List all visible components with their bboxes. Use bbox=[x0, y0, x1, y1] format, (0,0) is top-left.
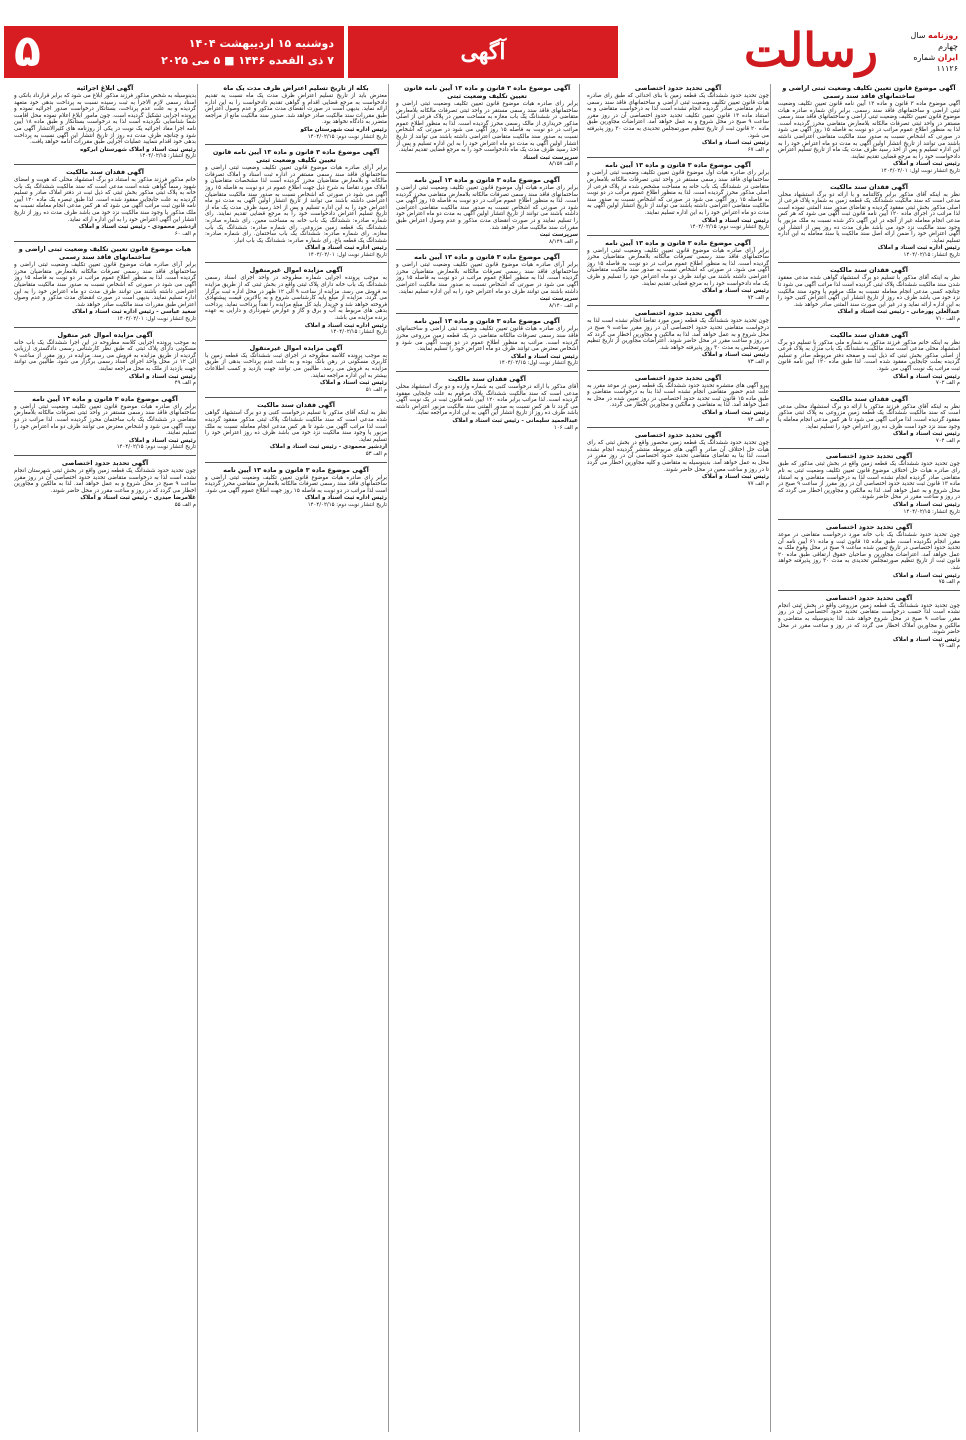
legal-notice bbox=[778, 183, 960, 259]
notice-body: نظر به اینکه آقای مذکور با تسلیم درخواست کتبی و دو برگ استشهاد گواهی شده مدعی است که سند مالکیت ششدانگ پلاک ثبتی مذکور مفقود گردیده است لذا مراتب آگهی می شود تا هر کس مدعی انجام معامله نسبت به ملک مزبور یا وجود سند مالکیت نزد خود می باشد ظرف ده روز اعتراض خود را تسلیم نماید. bbox=[205, 410, 387, 443]
notice-body: نظر به اینکه خانم مذکور فرزند مذکور به شماره ملی مذکور با تسلیم دو برگ استشهاد محلی مدعی است سند مالکیت ششدانگ یک باب منزل به پلاک فرعی از اصلی مذکور بخش ثبتی که ذیل ثبت و صفحه دفتر مربوطه صادر و تسلیم گردیده بعلت جابجایی مفقود شده است. لذا طبق ماده ۱۲۰ آیین نامه قانون ثبت مراتب یک نوبت آگهی می شود. bbox=[778, 339, 960, 372]
notice-body: برابر رای صادره هیات اول موضوع قانون تعیین تکلیف وضعیت ثبتی اراضی و ساختمانهای فاقد سند رسمی مستقر در واحد ثبتی تصرفات مالکانه بلامعارض متقاضی در ششدانگ یک باب خانه به مساحت مشخص شده در پلاک فرعی از اصلی مذکور محرز گردیده است. لذا به منظور اطلاع عموم مراتب در دو نوبت به فاصله ۱۵ روز آگهی می شود در صورتی که اشخاص نسبت به صدور سند مالکیت متقاضی اعتراضی داشته باشند می توانند از تاریخ انتشار اولین آگهی به مدت دو ماه اعتراض خود را به این اداره تسلیم نمایند. bbox=[587, 170, 769, 216]
legal-notice bbox=[14, 395, 196, 451]
notice-divider bbox=[778, 327, 960, 328]
notice-date: م الف ۸/۱۴۰ bbox=[549, 302, 578, 309]
legal-notice bbox=[778, 594, 960, 650]
notice-signature: رئیس ثبت اسناد و املاک bbox=[892, 572, 960, 579]
notice-date: تاریخ انتشار: ۱۴۰۴/۰۲/۱۵ bbox=[903, 251, 960, 258]
legal-notice bbox=[14, 168, 196, 237]
ad-column-1 bbox=[778, 84, 960, 1432]
ad-column-3 bbox=[396, 84, 578, 1432]
legal-notice bbox=[14, 245, 196, 322]
legal-notice bbox=[587, 309, 769, 365]
notice-body: برابر آرای صادره هیات موضوع قانون تعیین تکلیف وضعیت ثبتی اراضی و ساختمانهای فاقد سند رسمی تصرفات مالکانه بلامعارض متقاضیان محرز گردیده است. لذا به منظور اطلاع عموم مراتب در دو نوبت به فاصله ۱۵ روز آگهی می شود در صورتی که اشخاص نسبت به صدور سند مالکیت متقاضیان اعتراضی داشته باشند می توانند ظرف مدت دو ماه اعتراض خود را به این اداره تسلیم نمایند. بدیهی است در صورت انقضای مدت مذکور و عدم وصول اعتراض طبق مقررات سند مالکیت صادر خواهد شد. bbox=[14, 262, 196, 308]
notice-body: چون تحدید حدود ششدانگ یک قطعه زمین واقع در بخش ثبتی شهرستان انجام نشده است لذا به درخواست متقاضی تحدید حدود اختصاصی آن در روز مقرر ساعت ۹ صبح در محل شروع و به عمل خواهد آمد. لذا به مالکین و مجاورین اخطار می گردد که در روز و ساعت مقرر در محل حاضر شوند. bbox=[14, 467, 196, 494]
notice-signature: رئیس ثبت اسناد و املاک bbox=[510, 353, 578, 360]
notice-body: چون تحدید حدود ششدانگ یک قطعه زمین با بنای احداثی که طبق رای صادره هیات قانون تعیین تکلیف وضعیت ثبتی اراضی و ساختمانهای فاقد سند رسمی به نام متقاضی صادر گردیده انجام نشده است لذا به درخواست متقاضی و به استناد ماده ۱۳ قانون تعیین تکلیف تحدید حدود اختصاصی آن در روز مقرر ساعت ۹ صبح در محل شروع و به عمل خواهد آمد. اعتراضات مجاورین طبق ماده ۲۰ قانون ثبت از تاریخ تنظیم صورتمجلس تحدیدی به مدت ۳۰ روز پذیرفته می شود. bbox=[587, 93, 769, 139]
notice-date: تاریخ انتشار نوبت دوم: ۱۴۰۴/۰۲/۱۵ bbox=[307, 501, 387, 508]
notice-title: آگهی تحدید حدود اختصاصی bbox=[634, 309, 722, 318]
notice-signature: سرپرست ثبت اسناد bbox=[523, 154, 578, 161]
notice-date: تاریخ انتشار نوبت اول: ۱۴۰۴/۰۲/۰۱ bbox=[881, 167, 960, 174]
notice-body: برابر رای صادره هیات موضوع قانون تعیین تکلیف وضعیت ثبتی اراضی و ساختمانهای فاقد سند رسمی مستقر در واحد ثبتی تصرفات مالکانه بلامعارض متقاضی در ششدانگ یک باب مغازه به مساحت معین در پلاک فرعی از اصلی مذکور خریداری از مالک رسمی محرز گردیده است. لذا به منظور اطلاع عموم مراتب در دو نوبت به فاصله ۱۵ روز آگهی می شود در صورتی که اشخاص نسبت به صدور سند مالکیت متقاضی اعتراضی داشته باشند می توانند از تاریخ انتشار اولین آگهی به مدت دو ماه اعتراض خود را به این اداره تسلیم و پس از اخذ رسید ظرف مدت یک ماه دادخواست خود را به مرجع قضایی تقدیم نمایند. bbox=[396, 101, 578, 154]
notice-signature: رئیس ثبت اسناد و املاک bbox=[892, 636, 960, 643]
notice-body: چون تحدید حدود ششدانگ یک قطعه زمین مزروعی واقع در بخش ثبتی انجام نشده است لذا حسب درخواست متقاضی تحدید حدود اختصاصی آن در روز مقرر ساعت ۹ صبح در محل شروع خواهد شد. لذا بدینوسیله به متقاضی و مالکین و مجاورین املاک اخطار می گردد که در روز و ساعت مقرر در محل حاضر شوند. bbox=[778, 602, 960, 636]
notice-divider bbox=[14, 455, 196, 456]
legal-notice bbox=[778, 452, 960, 515]
ad-column-4 bbox=[205, 84, 387, 1432]
notice-body: نظر به اینکه آقای مذکور فرزند مذکور با ارائه دو برگ استشهاد محلی مدعی است که سند مالکیت ششدانگ یک قطعه زمین مزروعی به پلاک ثبتی مذکور مفقود گردیده است، لذا مراتب آگهی می شود تا هر کس مدعی انجام معامله یا وجود سند نزد خود است ظرف ده روز اعتراض خود را تسلیم نماید. bbox=[778, 403, 960, 430]
date-persian: دوشنبه ۱۵ اردیبهشت ۱۴۰۴ bbox=[188, 37, 334, 50]
notice-signature: رئیس ثبت اسناد و املاک bbox=[892, 501, 960, 508]
brand-keyword: روزنامه bbox=[928, 31, 958, 40]
ad-column-5 bbox=[14, 84, 196, 1432]
legal-notice bbox=[205, 84, 387, 140]
notice-title: آگهی موضوع ماده ۳ قانون و ماده ۱۳ آیین نامه bbox=[605, 238, 751, 247]
notice-title: آگهی ابلاغ اجرائیه bbox=[76, 84, 134, 92]
notice-date: تاریخ انتشار: ۱۴۰۴/۰۲/۱۵ bbox=[330, 329, 387, 336]
notice-title: آگهی مزایده اموال غیرمنقول bbox=[249, 343, 343, 352]
notice-title: آگهی تحدید حدود اختصاصی bbox=[634, 84, 722, 92]
legal-notice bbox=[778, 84, 960, 175]
notice-date: تاریخ انتشار: ۱۴۰۴/۰۲/۱۵ bbox=[139, 153, 196, 160]
notice-body: به موجب پرونده اجرایی کلاسه مطروحه در این اجرا ششدانگ یک باب خانه مسکونی دارای پلاک ثبتی که طبق نظر کارشناس رسمی دادگستری ارزیابی گردیده از طریق مزایده به فروش می رسد. مزایده در روز مقرر از ساعت ۹ الی ۱۲ در محل واحد اجرای اسناد رسمی برگزار می شود. طالبین می توانند جهت بازدید از ملک به محل مراجعه نمایند. bbox=[14, 339, 196, 372]
notice-divider bbox=[778, 262, 960, 263]
notice-signature: رئیس ثبت اسناد و املاک bbox=[892, 373, 960, 380]
notice-signature: رئیس ثبت اسناد و املاک bbox=[701, 409, 769, 416]
notice-divider bbox=[778, 519, 960, 520]
notice-signature: رئیس ثبت اسناد و املاک bbox=[701, 288, 769, 295]
notice-title: آگهی فقدان سند مالکیت bbox=[830, 266, 908, 275]
notice-date: م الف ۴۹ bbox=[174, 380, 196, 387]
notice-divider bbox=[205, 397, 387, 398]
notice-signature: عبدالحمید سلیمانی - رئیس ثبت اسناد و املاک bbox=[452, 417, 578, 424]
notice-signature: رئیس ثبت اسناد و املاک bbox=[319, 380, 387, 387]
legal-notice bbox=[778, 523, 960, 586]
legal-notice bbox=[396, 317, 578, 367]
legal-notice bbox=[778, 266, 960, 322]
notice-date: م الف ۷۲ bbox=[747, 294, 769, 301]
notice-date: تاریخ انتشار نوبت اول: ۱۴۰۴/۰۲/۱۵ bbox=[499, 360, 578, 367]
notice-signature: رئیس اداره ثبت اسناد و املاک bbox=[304, 495, 387, 502]
ad-column-2 bbox=[587, 84, 769, 1432]
notice-body: برابر رای صادره هیات موضوع قانون تعیین تکلیف وضعیت ثبتی اراضی و ساختمانهای فاقد سند رسمی تصرفات مالکانه بلامعارض متقاضی محرز گردیده است لذا مراتب در دو نوبت به فاصله ۱۵ روز جهت اطلاع عموم آگهی می شود. bbox=[205, 474, 387, 494]
notice-date: م الف ۱۰۶ bbox=[553, 424, 578, 431]
notice-title: آگهی تحدید حدود اختصاصی bbox=[825, 593, 913, 602]
notice-title: آگهی فقدان سند مالکیت bbox=[830, 394, 908, 403]
year-label: سال چهارم bbox=[910, 31, 958, 51]
notice-title: آگهی تحدید حدود اختصاصی bbox=[825, 452, 913, 461]
notice-divider bbox=[14, 164, 196, 165]
notice-body: برابر رای صادره هیات قانون تعیین تکلیف وضعیت ثبتی اراضی و ساختمانهای فاقد سند رسمی تصرفات مالکانه متقاضی در یک قطعه زمین مزروعی محرز گردیده است. مراتب به منظور اطلاع عموم در دو نوبت آگهی می شود و اشخاص معترض می توانند ظرف دو ماه اعتراض خود را تسلیم نمایند. bbox=[396, 326, 578, 353]
column-divider bbox=[579, 84, 580, 1432]
legal-notice bbox=[396, 375, 578, 431]
notice-body: به موجب پرونده اجرایی شماره مطروحه در واحد اجرای اسناد رسمی ششدانگ یک باب خانه دارای پلاک ثبتی واقع در بخش ثبتی که از طریق مزایده به فروش می رسد. مزایده از ساعت ۹ الی ۱۲ ظهر در محل اداره ثبت برگزار می گردد. مزایده از مبلغ پایه کارشناسی شروع و به بالاترین قیمت پیشنهادی فروخته خواهد شد و خریدار باید کل مبلغ مزایده را نقداً پرداخت نماید. پرداخت بدهی های مربوط به آب و برق و گاز و عوارض شهرداری و دارایی به عهده برنده مزایده می باشد. bbox=[205, 275, 387, 322]
notice-title: آگهی تحدید حدود اختصاصی bbox=[634, 431, 722, 440]
notice-body: نظر به اینکه آقای مذکور با تسلیم دو برگ استشهاد گواهی شده مدعی مفقود شدن سند مالکیت ششدانگ پلاک ثبتی گردیده است لذا مراتب آگهی می شود تا چنانچه کسی مدعی انجام معامله نسبت به ملک مرقوم یا وجود سند مالکیت نزد خود می باشد ظرف ده روز از تاریخ انتشار این آگهی اعتراض کتبی خود را به این اداره ارائه نماید و در غیر این صورت سند المثنی صادر خواهد شد. bbox=[778, 275, 960, 308]
notice-divider bbox=[205, 462, 387, 463]
notice-divider bbox=[205, 340, 387, 341]
legal-notice bbox=[205, 344, 387, 394]
notice-body: آقای مذکور با ارائه درخواست کتبی به شماره وارده و دو برگ استشهاد محلی مدعی است که سند مالکیت ششدانگ پلاک مرقوم به علت جابجایی مفقود گردیده است. لذا مراتب برابر ماده ۱۲۰ آیین نامه قانون ثبت در یک نوبت آگهی می گردد تا هر کس نسبت به صدور المثنی سند مالکیت مزبور اعتراض داشته باشد ظرف ده روز از تاریخ انتشار این آگهی به این اداره مراجعه نماید. bbox=[396, 384, 578, 417]
legal-notice bbox=[396, 176, 578, 245]
notice-signature: سعید عباسی - رئیس اداره ثبت اسناد و املاک bbox=[72, 309, 196, 316]
notice-divider bbox=[396, 313, 578, 314]
notice-signature: غلامرضا حیدری - رئیس ثبت اسناد و املاک bbox=[80, 495, 196, 502]
column-divider bbox=[388, 84, 389, 1432]
notice-signature: رئیس اداره ثبت شهرستان ماکو bbox=[300, 126, 387, 133]
legal-notice bbox=[587, 84, 769, 153]
legal-notice bbox=[587, 431, 769, 487]
legal-notice bbox=[205, 401, 387, 457]
notice-title: آگهی تحدید حدود اختصاصی bbox=[825, 523, 913, 532]
page-number: ۵ bbox=[14, 26, 41, 77]
notice-signature: رئیس اداره ثبت اسناد و املاک bbox=[304, 245, 387, 252]
notice-signature: رئیس ثبت اسناد و املاک bbox=[701, 474, 769, 481]
date-block bbox=[4, 26, 344, 78]
notice-date: تاریخ انتشار نوبت دوم: ۱۴۰۴/۰۲/۱۵ bbox=[689, 224, 769, 231]
notice-signature: رئیس ثبت اسناد و املاک bbox=[892, 161, 960, 168]
legal-notice bbox=[778, 331, 960, 387]
notice-divider bbox=[778, 179, 960, 180]
notice-title: آگهی موضوع ماده ۳ قانون و ماده ۱۳ آیین نامه bbox=[223, 465, 369, 474]
notice-title: آگهی تحدید حدود اختصاصی bbox=[634, 373, 722, 382]
notice-title: آگهی مزایده اموال غیر منقول bbox=[57, 330, 153, 339]
legal-notice bbox=[587, 239, 769, 302]
legal-notice bbox=[587, 161, 769, 230]
notice-divider bbox=[587, 235, 769, 236]
notice-body: معترض باید از تاریخ تسلیم اعتراض ظرف مدت یک ماه نسبت به تقدیم دادخواست به مرجع قضایی اقدام و گواهی تقدیم دادخواست را به این اداره ارائه نماید. بدیهی است در صورت انقضای مدت مذکور و عدم وصول اعتراض طبق مقررات سند مالکیت صادر خواهد شد. صدور سند مالکیت مانع از مراجعه متضرر به دادگاه نخواهد بود. bbox=[205, 93, 387, 126]
notice-divider bbox=[396, 249, 578, 250]
notice-body: به موجب پرونده کلاسه مطروحه در اجرای ثبت ششدانگ یک قطعه زمین با کاربری مسکونی در رهن بانک بوده و به علت عدم پرداخت بدهی از طریق مزایده به فروش می رسد. طالبین می توانند جهت بازدید و کسب اطلاعات بیشتر به این اداره مراجعه نمایند. bbox=[205, 352, 387, 379]
notice-signature: رئیس ثبت اسناد و املاک bbox=[701, 217, 769, 224]
issue-dates bbox=[161, 35, 334, 69]
notice-divider bbox=[14, 327, 196, 328]
notice-signature: رئیس اداره ثبت اسناد و املاک bbox=[877, 245, 960, 252]
notice-title: آگهی فقدان سند مالکیت bbox=[257, 401, 335, 410]
notice-divider bbox=[778, 391, 960, 392]
notice-divider bbox=[396, 371, 578, 372]
notice-title: آگهی موضوع ماده ۳ قانون و ماده ۱۳ آیین نامه قانون تعیین تکلیف وضعیت ثبتی bbox=[212, 148, 380, 165]
notice-date: م الف ۵۵ bbox=[174, 501, 196, 508]
notice-date: م الف ۶۰ bbox=[174, 230, 196, 237]
notice-body: خانم مذکور فرزند مذکور به استناد دو برگ استشهاد محلی که هویت و امضای شهود رسماً گواهی شده است مدعی است که سند مالکیت ششدانگ یک باب خانه به پلاک ثبتی مذکور بخش ثبتی که ذیل ثبت در دفتر املاک صادر و تسلیم گردیده به علت جابجایی مفقود شده است. لذا طبق تبصره یک ماده ۱۲۰ آیین نامه قانون ثبت مراتب آگهی می شود که هر کس مدعی انجام معامله نسبت به ملک مذکور یا وجود سند مالکیت نزد خود می باشد ظرف مدت ده روز از تاریخ انتشار این آگهی اعتراض خود را به این اداره ارائه نماید. bbox=[14, 176, 196, 223]
column-divider bbox=[770, 84, 771, 1432]
notice-date: م الف ۷۰۴ bbox=[935, 437, 960, 444]
notice-date: م الف ۵۱ bbox=[365, 386, 387, 393]
notice-divider bbox=[205, 262, 387, 263]
notice-date: م الف ۷۳ bbox=[747, 359, 769, 365]
notice-title: آگهی فقدان سند مالکیت bbox=[448, 375, 526, 383]
notice-signature: اردشیر محمودی - رئیس ثبت اسناد و املاک bbox=[269, 444, 387, 451]
notice-title: آگهی موضوع ماده ۳ قانون و ماده ۱۳ آیین نامه bbox=[414, 253, 560, 262]
notice-title: آگهی موضوع ماده ۳ قانون و ماده ۱۳ آیین نامه bbox=[414, 175, 560, 184]
column-divider bbox=[197, 84, 198, 1432]
notice-body: بدینوسیله به شخص مذکور فرزند مذکور ابلاغ می شود که برابر قرارداد بانکی و اسناد رسمی لازم الاجرا به ثبت رسیده نسبت به پرداخت بدهی خود متعهد گردیده و به علت عدم پرداخت، بستانکار درخواست صدور اجرائیه نموده و پرونده اجرایی تشکیل گردیده است. چون مامور ابلاغ اعلام نموده محل اقامت شما شناسایی نگردیده است لذا به درخواست بستانکار و طبق ماده ۱۸ آیین نامه اجرا مفاد اجرائیه یک نوبت در یکی از روزنامه های کثیرالانتشار آگهی می شود و چنانچه ظرف مدت ده روز از تاریخ انتشار این آگهی نسبت به پرداخت بدهی خود اقدام ننمایید عملیات اجرایی طبق مقررات ادامه خواهد یافت. bbox=[14, 93, 196, 146]
notice-signature: رئیس ثبت اسناد و املاک bbox=[701, 352, 769, 359]
notice-signature: سرپرست ثبت bbox=[539, 296, 578, 303]
notice-divider bbox=[587, 427, 769, 428]
notice-signature: رئیس ثبت اسناد و املاک bbox=[128, 437, 196, 444]
notice-title: آگهی موضوع ماده ۳ قانون و ماده ۱۳ آیین نامه bbox=[605, 161, 751, 170]
section-title: آگهی bbox=[348, 26, 618, 78]
legal-notice bbox=[14, 84, 196, 160]
brand-country: ایران bbox=[937, 53, 958, 62]
notice-date: م الف ۸/۱۴۹ bbox=[549, 238, 578, 245]
notice-signature: اردشیر محمودی - رئیس ثبت اسناد و املاک bbox=[78, 224, 196, 231]
notice-signature: عبدالعلی پورخانی - رئیس ثبت اسناد و املاک bbox=[837, 309, 960, 316]
notice-body: برابر رای صادره هیات موضوع قانون تعیین تکلیف وضعیت ثبتی اراضی و ساختمانهای فاقد سند رسمی مستقر در واحد ثبتی تصرفات مالکانه بلامعارض متقاضی در ششدانگ یک باب ساختمان محرز گردیده است. لذا مراتب در دو نوبت آگهی می شود و اشخاص معترض می توانند ظرف دو ماه اعتراض خود را تسلیم نمایند. bbox=[14, 403, 196, 437]
notice-body: برابر آرای صادره هیات موضوع قانون تعیین تکلیف وضعیت ثبتی اراضی و ساختمانهای فاقد سند رسمی تصرفات مالکانه بلامعارض متقاضیان محرز گردیده است. لذا به منظور اطلاع عموم مراتب در دو نوبت به فاصله ۱۵ روز آگهی می شود. در صورتی که اشخاص نسبت به صدور سند مالکیت متقاضیان اعتراضی داشته باشند می توانند ظرف دو ماه اعتراض خود را تسلیم و ظرف یک ماه دادخواست خود را به مرجع قضایی تقدیم نمایند. bbox=[587, 247, 769, 287]
notice-title: آگهی موضوع ماده ۳ قانون و ماده ۱۳ آیین نامه bbox=[32, 394, 178, 403]
notice-body: چون تحدید حدود ششدانگ یک باب خانه مورد درخواست متقاضی در موعد مقرر انجام نگردیده است، طبق ماده ۱۵ قانون ثبت و ماده ۶۱ آیین نامه آن تحدید حدود اختصاصی در تاریخ تعیین شده ساعت ۹ صبح در محل وقوع ملک به عمل خواهد آمد. اعتراضات مجاورین و صاحبان حقوق ارتفاقی طبق ماده ۲۰ قانون ثبت از تاریخ تنظیم صورتمجلس تحدیدی به مدت ۳۰ روز پذیرفته خواهد شد. bbox=[778, 532, 960, 572]
notice-body: آگهی موضوع ماده ۳ قانون و ماده ۱۳ آیین نامه قانون تعیین تکلیف وضعیت ثبتی اراضی و ساختمانهای فاقد سند رسمی. برابر رای شماره صادره هیات موضوع قانون تعیین تکلیف وضعیت ثبتی اراضی و ساختمانهای فاقد سند رسمی مستقر در واحد ثبتی تصرفات مالکانه بلامعارض متقاضی محرز گردیده است. لذا به منظور اطلاع عموم مراتب در دو نوبت به فاصله ۱۵ روز آگهی می شود در صورتی که اشخاص نسبت به صدور سند مالکیت متقاضی اعتراضی داشته باشند می توانند از تاریخ انتشار اولین آگهی به مدت دو ماه اعتراض خود را به این اداره تسلیم و پس از اخذ رسید ظرف مدت یک ماه از تاریخ تسلیم اعتراض دادخواست خود را به مرجع قضایی تقدیم نمایند. bbox=[778, 101, 960, 160]
notice-body: پیرو آگهی های منتشره تحدید حدود ششدانگ یک قطعه زمین در موعد مقرر به علت عدم حضور متقاضی انجام نشده است لذا بنا به درخواست متقاضی و طبق ماده ۱۵ قانون ثبت تحدید حدود اختصاصی در روز تعیین شده در محل به عمل خواهد آمد. لذا به متقاضی و مالکین و مجاورین اخطار می گردد. bbox=[587, 382, 769, 409]
notice-title: آگهی فقدان سند مالکیت bbox=[66, 167, 144, 176]
notice-signature: رئیس ثبت اسناد و املاک شهرستان ابرکوه bbox=[80, 146, 196, 153]
legal-notice bbox=[205, 466, 387, 509]
notice-divider bbox=[778, 448, 960, 449]
notice-title: آگهی تحدید حدود اختصاصی bbox=[61, 458, 149, 467]
date-hijri-gregorian: ۷ ذی القعده ۱۴۴۶ ■ ۵ می ۲۰۲۵ bbox=[161, 54, 334, 67]
notice-divider bbox=[587, 305, 769, 306]
notice-date: م الف ۵۳ bbox=[365, 450, 387, 457]
notice-date: تاریخ انتشار نوبت دوم: ۱۴۰۴/۰۲/۱۵ bbox=[116, 444, 196, 451]
masthead-meta bbox=[898, 30, 958, 74]
notice-divider bbox=[396, 172, 578, 173]
notice-divider bbox=[14, 391, 196, 392]
notice-signature: سرپرست ثبت bbox=[539, 232, 578, 239]
notice-title: آگهی فقدان سند مالکیت bbox=[830, 330, 908, 339]
notice-signature: رئیس ثبت اسناد و املاک bbox=[701, 140, 769, 147]
legal-notice bbox=[205, 148, 387, 258]
notice-date: م الف ۷۶ bbox=[938, 643, 960, 650]
legal-notice bbox=[587, 374, 769, 424]
legal-notice bbox=[14, 331, 196, 387]
notice-date: م الف ۷۰۲ bbox=[935, 380, 960, 387]
notice-date: تاریخ انتشار نوبت اول: ۱۴۰۴/۰۲/۰۱ bbox=[117, 316, 196, 323]
legal-notice bbox=[396, 253, 578, 309]
legal-notice bbox=[396, 84, 578, 168]
notice-divider bbox=[778, 590, 960, 591]
newspaper-logo: رسالت bbox=[744, 23, 878, 77]
notice-body: برابر رای صادره هیات اول موضوع قانون تعیین تکلیف وضعیت ثبتی اراضی و ساختمانهای فاقد سند رسمی تصرفات مالکانه بلامعارض متقاضی محرز گردیده است. لذا به منظور اطلاع عموم مراتب در دو نوبت به فاصله ۱۵ روز آگهی می شود در صورتی که اشخاص نسبت به صدور سند مالکیت متقاضی اعتراضی داشته باشند می توانند از تاریخ انتشار اولین آگهی به مدت دو ماه اعتراض خود را تسلیم نمایند و در صورت انقضای مدت مذکور و عدم وصول اعتراض طبق مقررات سند مالکیت صادر خواهد شد. bbox=[396, 184, 578, 231]
legal-notice bbox=[778, 395, 960, 445]
notice-signature: رئیس ثبت اسناد و املاک bbox=[128, 373, 196, 380]
notice-signature: رئیس ثبت اسناد و املاک bbox=[892, 431, 960, 438]
notice-title: آگهی موضوع قانون تعیین تکلیف وضعیت ثبتی اراضی و ساختمانهای فاقد سند رسمی bbox=[782, 84, 956, 100]
notice-body: نظر به اینکه آقای مذکور برابر وکالتنامه و با ارائه دو برگ استشهاد محلی مدعی است که سند مالکیت ششدانگ یک قطعه زمین به شماره پلاک فرعی از اصلی مذکور بخش ثبتی مفقود گردیده و تقاضای صدور سند المثنی نموده است لذا مراتب در اجرای ماده ۱۲۰ آیین نامه قانون ثبت آگهی می شود که هر کس مدعی انجام معامله غیر از آنچه در این آگهی ذکر شده نسبت به ملک مزبور یا وجود سند مالکیت نزد خود می باشد ظرف مدت ده روز پس از انتشار این آگهی اعتراض خود را ضمن ارائه اصل سند مالکیت یا سند معامله به این اداره تسلیم نماید. bbox=[778, 191, 960, 244]
notice-date: م الف ۷۱۰ bbox=[935, 316, 960, 323]
masthead bbox=[4, 23, 962, 78]
notice-divider bbox=[587, 157, 769, 158]
notice-body: برابر آرای صادره هیات موضوع قانون تعیین تکلیف وضعیت ثبتی اراضی و ساختمانهای فاقد سند رسمی تصرفات مالکانه بلامعارض متقاضیان محرز گردیده است. لذا به منظور اطلاع عموم مراتب در دو نوبت به فاصله ۱۵ روز آگهی می شود در صورتی که اشخاص نسبت به صدور سند مالکیت اعتراضی داشته باشند می توانند ظرف دو ماه اعتراض خود را به این اداره تسلیم نمایند. bbox=[396, 262, 578, 295]
brand-block bbox=[620, 23, 962, 78]
notice-date: م الف ۶۷ bbox=[747, 146, 769, 153]
notice-divider bbox=[205, 144, 387, 145]
notice-title: هیات موضوع قانون تعیین تکلیف وضعیت ثبتی اراضی و ساختمانهای فاقد سند رسمی bbox=[18, 245, 192, 262]
notice-title: آگهی فقدان سند مالکیت bbox=[830, 182, 908, 191]
legal-notice bbox=[205, 266, 387, 335]
notice-date: م الف ۷۵ bbox=[938, 579, 960, 586]
notice-date: تاریخ انتشار: ۱۴۰۴/۰۲/۱۵ bbox=[903, 508, 960, 515]
notice-title: بکله از تاریخ تسلیم اعتراض ظرف مدت یک ماه bbox=[223, 84, 369, 92]
notice-divider bbox=[587, 370, 769, 371]
notice-body: چون تحدید حدود ششدانگ یک قطعه زمین واقع در بخش ثبتی مذکور که طبق رای صادره هیات حل اختلاف موضوع قانون تعیین تکلیف وضعیت ثبتی به نام متقاضی صادر گردیده انجام نشده است لذا به درخواست متقاضی و به استناد ماده ۱۳ قانون ثبت تحدید حدود اختصاصی آن در روز مقرر از ساعت ۹ صبح در محل شروع و به عمل خواهد آمد. لذا به مالکین و مجاورین اخطار می گردد که در روز و ساعت مقرر در محل حاضر شوند. bbox=[778, 461, 960, 501]
notice-date: تاریخ انتشار نوبت دوم: ۱۴۰۴/۰۲/۱۵ bbox=[307, 133, 387, 140]
legal-notice bbox=[14, 459, 196, 509]
notice-body: چون تحدید حدود ششدانگ یک قطعه زمین مورد تقاضا انجام نشده است لذا به درخواست متقاضی تحدید حدود اختصاصی آن در روز مقرر ساعت ۹ صبح در محل شروع و به عمل خواهد آمد. لذا به مالکین و مجاورین اخطار می گردد که در روز و ساعت مقرر در محل حاضر شوند. اعتراضات مجاورین از تاریخ تنظیم صورتمجلس به مدت ۳۰ روز پذیرفته خواهد شد. bbox=[587, 318, 769, 351]
notice-divider bbox=[14, 241, 196, 242]
issue-label: شماره ۱۱۱۲۶ bbox=[913, 53, 958, 73]
notice-body: چون تحدید حدود ششدانگ یک قطعه زمین محصور واقع در بخش ثبتی که رای هیات حل اختلاف آن صادر و آگهی های مربوطه منتشر گردیده انجام نشده است، لذا بنا به تقاضای متقاضی تحدید حدود اختصاصی آن در روز مقرر در محل به عمل خواهد آمد. بدینوسیله به متقاضی و کلیه مجاورین اخطار می گردد تا در روز و ساعت معین در محل حاضر شوند. bbox=[587, 440, 769, 473]
notice-date: تاریخ انتشار نوبت اول: ۱۴۰۴/۰۲/۰۱ bbox=[308, 251, 387, 258]
notice-title: آگهی موضوع ماده ۳ قانون و ماده ۱۳ آیین نامه قانون تعیین تکلیف وضعیت ثبتی bbox=[403, 84, 571, 100]
notice-body: برابر آرای صادره هیات موضوع قانون تعیین تکلیف وضعیت ثبتی اراضی و ساختمانهای فاقد سند رسمی مستقر در اداره ثبت اسناد و املاک تصرفات مالکانه و بلامعارض متقاضیان محرز گردیده است لذا مشخصات متقاضیان و املاک مورد تقاضا به شرح ذیل جهت اطلاع عموم در دو نوبت به فاصله ۱۵ روز آگهی می شود در صورتی که اشخاص نسبت به صدور سند مالکیت متقاضیان اعتراضی داشته باشند می توانند از تاریخ انتشار اولین آگهی به مدت دو ماه اعتراض خود را به این اداره تسلیم و پس از اخذ رسید ظرف مدت یک ماه از تاریخ تسلیم اعتراض دادخواست خود را به مرجع قضایی تقدیم نمایند. رای شماره صادره: ششدانگ یک باب خانه به مساحت معین. رای شماره صادره: ششدانگ یک قطعه زمین مزروعی. رای شماره صادره: ششدانگ یک باب مغازه. رای شماره صادره: ششدانگ یک باب ساختمان. رای شماره صادره: ششدانگ یک قطعه باغ. رای شماره صادره: ششدانگ یک باب انبار. bbox=[205, 165, 387, 244]
notice-date: م الف ۷۷ bbox=[747, 480, 769, 487]
notice-date: م الف ۷۴ bbox=[747, 416, 769, 423]
notice-title: آگهی مزایده اموال غیرمنقول bbox=[249, 266, 343, 275]
notice-title: آگهی موضوع ماده ۳ قانون و ماده ۱۳ آیین نامه bbox=[414, 317, 560, 326]
notice-date: م الف ۸/۱۵۷ bbox=[549, 161, 578, 168]
notice-signature: رئیس اداره ثبت اسناد و املاک bbox=[304, 322, 387, 329]
